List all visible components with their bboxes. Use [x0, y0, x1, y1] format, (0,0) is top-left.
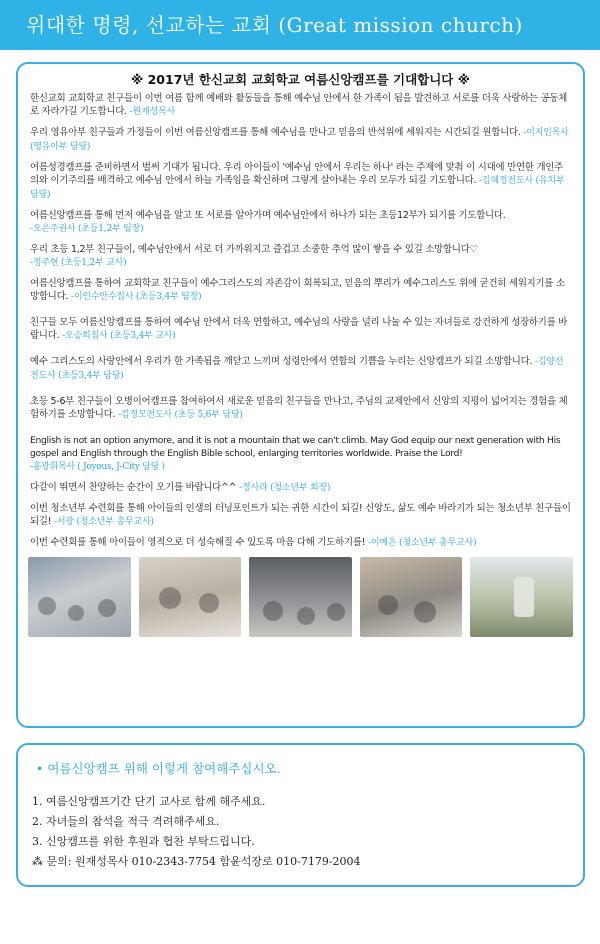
message-entry: 우리 영유아부 친구들과 가정들이 이번 여름신앙캠프를 통해 예수님을 만나고 믿음의 반석위에 세워지는 시간되길 원합니다. -이지인목사 (영유아부 담당) [30, 127, 569, 152]
signature: -김혜정전도사 (유치부 담당) [30, 176, 565, 200]
signature: -정주현 (초등1,2부 교사) [30, 258, 127, 268]
camp-photo [470, 557, 573, 637]
signature: -원재성목사 [129, 107, 175, 117]
camp-photo [28, 557, 131, 637]
message-entry: 여름신앙캠프를 통해 먼저 예수님을 알고 또 서로를 알아가며 예수님안에서 하나가 되는 초등12부가 되기를 기도합니다. -오은주권사 (초등1,2부 팀장) [30, 210, 506, 234]
section-title: ※ 2017년 한신교회 교회학교 여름신앙캠프를 기대합니다 ※ [131, 72, 470, 87]
photo-strip [18, 557, 583, 637]
participation-heading: • 여름신앙캠프 위해 이렇게 참여해주십시오. [36, 761, 281, 776]
camp-photo [139, 557, 242, 637]
signature: -김양선전도사 (초등3,4부 담당) [30, 357, 564, 381]
camp-photo [360, 557, 463, 637]
message-entry: English is not an option anymore, and it is not a mountain that we can't climb. May God equip our next generation with His gospel and English through the English Bible school, enlarging territories worldwide. Praise the Lord! -홍광휘목사 ( Joyous, J-City 담당 ) [30, 435, 561, 472]
camp-expectations-box [16, 62, 585, 728]
message-entry: 한신교회 교회학교 친구들이 이번 여름 함께 예배와 활동들을 통해 예수님 안에서 한 가족이 됨을 발견하고 서로를 더욱 사랑하는 공동체로 자라가길 기도합니다. -원재성목사 [30, 93, 568, 117]
signature: -이예은 (청소년부 총무교사) [368, 538, 477, 548]
signature: -홍광휘목사 ( Joyous, J-City 담당 ) [30, 462, 165, 472]
message-entry: 여름신앙캠프를 통하여 교회학교 친구들이 예수그리스도의 자존감이 회복되고, 믿음의 뿌리가 예수그리스도 위에 굳건히 세워지기를 소망합니다. -이인수안수집사 (초등3,4부 팀장) [30, 278, 565, 302]
signature: -이인수안수집사 (초등3,4부 팀장) [71, 292, 202, 302]
participation-list [32, 795, 583, 869]
message-entry: 이번 수련회를 통해 아이들이 영적으로 더 성숙해질 수 있도록 마음 다해 기도하기를! -이예은 (청소년부 총무교사) [30, 537, 477, 548]
message-entry: 여름성경캠프를 준비하면서 벌써 기대가 됩니다. 우리 아이들이 '예수님 안에서 우리는 하나' 라는 주제에 맞춰 이 시대에 만연한 개인주의와 이기주의를 배격하고 예수님 안에서 하늘 가족임을 확신하며 그렇게 살아내는 우리 모두가 되길 기도합니다. -김혜정전도사 (유치부 담당) [30, 162, 565, 200]
message-entry: 초등 5-6부 친구들이 오병이어캠프를 참여하여서 새로운 믿음의 친구들을 만나고, 주님의 교제안에서 신앙의 지평이 넓어지는 경험을 체험하기를 소망합니다. -김정모전도사 (초등 5,6부 담당) [30, 396, 568, 420]
message-entry: 친구들 모두 여름신앙캠프를 통하여 예수님 안에서 더욱 연합하고, 예수님의 사랑을 널리 나눌 수 있는 자녀들로 강건하게 성장하기를 바랍니다. -오승희집사 (초등3,4부 교사) [30, 317, 568, 341]
message-entry: 이번 청소년부 수련회를 통해 아이들의 인생의 터닝포인트가 되는 귀한 시간이 되길! 신앙도, 삶도 예수 바라기가 되는 청소년부 친구들이 되길! -서광 (청소년부 총무교사) [30, 503, 571, 527]
page-banner [0, 0, 600, 50]
signature: -이지인목사 (영유아부 담당) [30, 128, 569, 152]
signature: -김정모전도사 (초등 5,6부 담당) [118, 410, 243, 420]
message-entry: 우리 초등 1,2부 친구들이, 예수님안에서 서로 더 가까워지고 즐겁고 소중한 추억 많이 쌓을 수 있길 소망합니다♡ -정주현 (초등1,2부 교사) [30, 244, 478, 268]
contact-info: ⁂ 문의: 원재성목사 010-2343-7754 함윤석장로 010-7179-2004 [32, 855, 361, 868]
message-list [18, 92, 583, 550]
signature: -오승희집사 (초등3,4부 교사) [62, 331, 176, 341]
signature: -서광 (청소년부 총무교사) [54, 517, 154, 527]
signature: -오은주권사 (초등1,2부 팀장) [30, 224, 144, 234]
camp-photo [249, 557, 352, 637]
message-entry: 다같이 뛰면서 찬양하는 순간이 오기를 바랍니다^^ -정사라 (청소년부 회장) [30, 482, 331, 493]
participation-box [16, 743, 585, 887]
list-item: 3. 신앙캠프를 위한 후원과 협찬 부탁드립니다. [32, 835, 255, 848]
message-entry: 예수 그리스도의 사랑안에서 우리가 한 가족됨을 깨닫고 느끼며 성령안에서 연합의 기쁨을 누리는 신앙캠프가 되길 소망합니다. -김양선전도사 (초등3,4부 담당) [30, 356, 564, 381]
list-item: 1. 여름신앙캠프기간 단기 교사로 함께 해주세요. [32, 795, 266, 808]
signature: -정사라 (청소년부 회장) [239, 483, 331, 493]
list-item: 2. 자녀들의 참석을 적극 격려해주세요. [32, 815, 220, 828]
banner-title: 위대한 명령, 선교하는 교회 (Great mission church) [26, 13, 523, 37]
